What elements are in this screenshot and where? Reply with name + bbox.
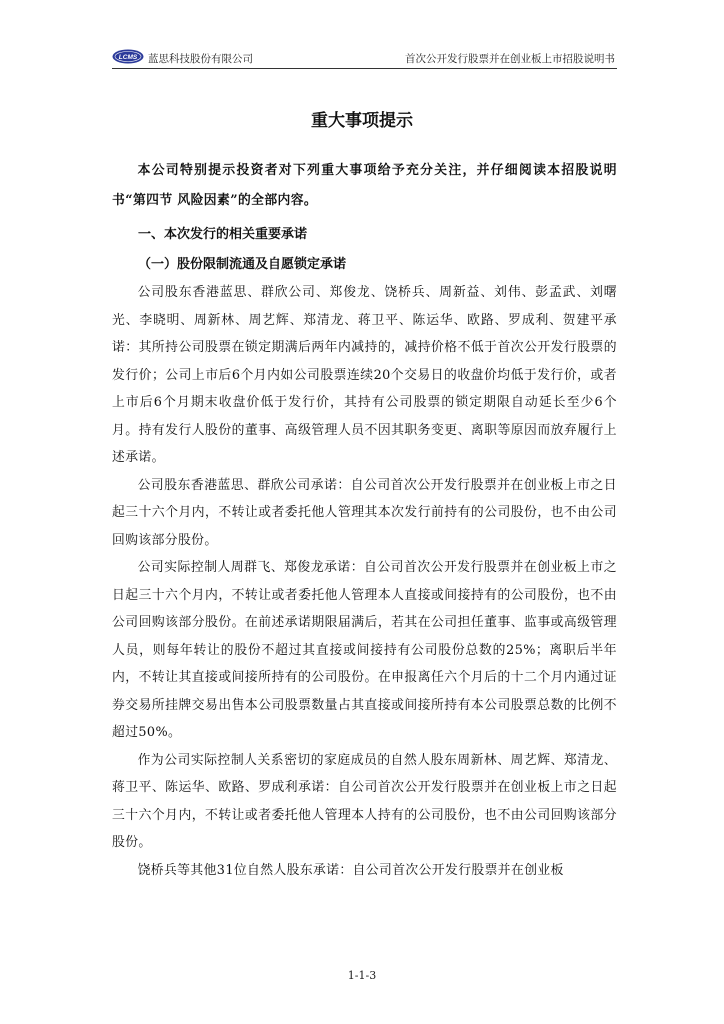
- page-number: 1-1-3: [347, 969, 377, 982]
- company-logo-icon: [112, 49, 144, 64]
- document-title: 首次公开发行股票并在创业板上市招股说明书: [405, 53, 615, 65]
- subsection-heading: （一）股份限制流通及自愿锁定承诺: [138, 257, 347, 272]
- logo-text: LCMS: [118, 54, 138, 61]
- page-header: [112, 48, 617, 69]
- page-title: 重大事项提示: [311, 111, 413, 131]
- body-paragraph: 公司股东香港蓝思、群欣公司承诺：自公司首次公开发行股票并在创业板上市之日起三十六个月内，不转让或者委托他人管理其本次发行前持有的公司股份，也不由公司回购该部分股份。: [112, 477, 617, 548]
- company-name: 蓝思科技股份有限公司: [148, 53, 253, 65]
- body-paragraph: 饶桥兵等其他31位自然人股东承诺：自公司首次公开发行股票并在创业板: [137, 862, 564, 878]
- section-heading: 一、本次发行的相关重要承诺: [138, 227, 308, 242]
- body-paragraph: 作为公司实际控制人关系密切的家庭成员的自然人股东周新林、周艺辉、郑清龙、蒋卫平、陈运华、欧路、罗成利承诺：自公司首次公开发行股票并在创业板上市之日起三十六个月内，不转让或者委托他人管理本人持有的公司股份，也不由公司回购该部分股份。: [112, 752, 617, 850]
- main-content: [112, 156, 617, 884]
- body-paragraph: 公司实际控制人周群飞、郑俊龙承诺：自公司首次公开发行股票并在创业板上市之日起三十六个月内，不转让或者委托他人管理本人直接或间接持有的公司股份，也不由公司回购该部分股份。在前述承诺期限届满后，若其在公司担任董事、监事或高级管理人员，则每年转让的股份不超过其直接或间接持有公司股份总数的25%；离职后半年内，不转让其直接或间接所持有的公司股份。在申报离任六个月后的十二个月内通过证券交易所挂牌交易出售本公司股票数量占其直接或间接所持有本公司股票总数的比例不超过50%。: [112, 560, 617, 740]
- body-paragraph: 公司股东香港蓝思、群欣公司、郑俊龙、饶桥兵、周新益、刘伟、彭孟武、刘曙光、李晓明、周新林、周艺辉、郑清龙、蒋卫平、陈运华、欧路、罗成利、贺建平承诺：其所持公司股票在锁定期满后两年内减持的，减持价格不低于首次公开发行股票的发行价；公司上市后6个月内如公司股票连续20个交易日的收盘价均低于发行价，或者上市后6个月期末收盘价低于发行价，其持有公司股票的锁定期限自动延长至少6个月。持有发行人股份的董事、高级管理人员不因其职务变更、离职等原因而放弃履行上述承诺。: [112, 285, 617, 465]
- intro-paragraph: 本公司特别提示投资者对下列重大事项给予充分关注，并仔细阅读本招股说明书“第四节 风险因素”的全部内容。: [112, 163, 617, 208]
